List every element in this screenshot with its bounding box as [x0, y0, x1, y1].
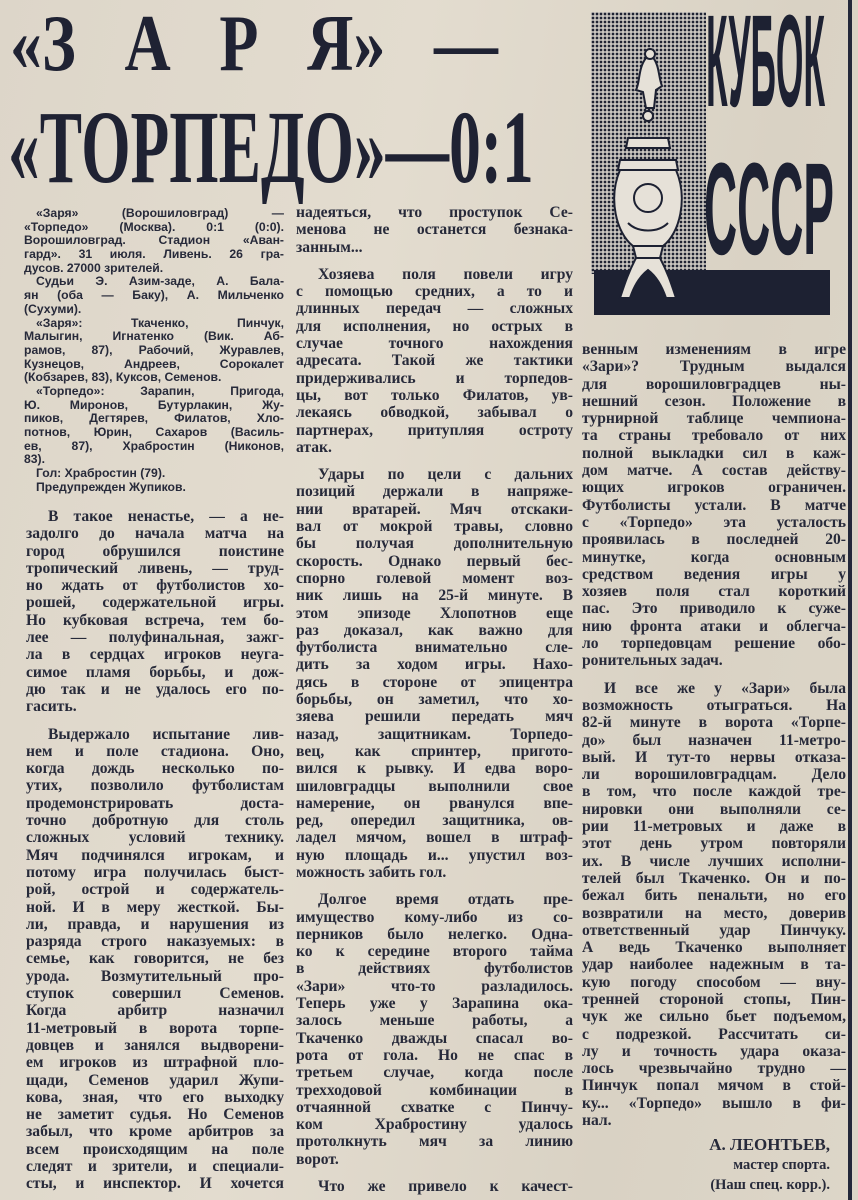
paragraph — [24, 467, 284, 481]
text-line: надеяться, что проступок Се- — [296, 204, 573, 221]
text-line: протолкнуть мяч за линию — [296, 1133, 573, 1151]
text-line: «Зари» что-то разладилось. — [296, 977, 573, 995]
text-line: третьем случае, когда после — [296, 1064, 573, 1082]
text-line: вал от мокрой травы, словно — [296, 518, 573, 536]
text-line: следят и зрители, и специали- — [26, 1157, 284, 1175]
text-line: намерение, он рванулся впе- — [296, 794, 573, 812]
text-line: телей был Ткаченко. Он и по- — [582, 869, 846, 887]
text-line: В такое ненастье, — а не- — [48, 508, 284, 525]
text-line: вился к рывку. И едва воро- — [296, 760, 573, 778]
text-line: случае точного нахождения — [296, 335, 573, 353]
text-line: ную площадь и... упустил воз- — [296, 846, 573, 864]
text-line: нешний сезон. Положение в — [582, 392, 846, 410]
text-line: ком Храбростину удалось — [296, 1116, 573, 1134]
column-rule — [848, 0, 852, 1200]
text-line: Малыгин, Игнатенко (Вик. Аб- — [24, 329, 284, 344]
text-line: шиловградцы выполнили свое — [296, 777, 573, 795]
text-line: ев, 87), Храбростин (Никонов, — [24, 438, 284, 453]
text-line: ронительных задач. — [582, 652, 723, 670]
paragraph — [26, 508, 284, 716]
text-line: турнирной таблице чемпиона- — [582, 410, 846, 428]
cup-trophy-icon — [598, 28, 698, 308]
text-line: проявилась в последней 20- — [582, 531, 846, 549]
text-line: всем происходящим на поле — [26, 1140, 284, 1158]
text-line: довцев и занялся выдворени- — [26, 1036, 284, 1054]
text-line: с помощью средних, а то и — [296, 283, 573, 301]
text-line: спорно голевой момент воз- — [296, 569, 573, 587]
text-line: Теперь уже у Зарапина ока- — [296, 995, 573, 1013]
text-line: ко к середине второго тайма — [296, 943, 573, 961]
text-line: раз доказал, как важно для — [296, 621, 573, 639]
text-line: рошей, содержательной игры. — [26, 594, 284, 612]
text-line: гасить. — [26, 698, 77, 716]
text-line: ли, правда, и нарушения из — [26, 915, 284, 933]
text-line: для ворошиловградцев ны- — [582, 375, 846, 393]
text-line: менова не останется безнака- — [296, 221, 573, 239]
text-line: адресата. Такой же тактики — [296, 352, 573, 370]
text-line: вый. И тут-то нервы отказа- — [582, 748, 846, 766]
text-line: скорость. Однако первый бес- — [296, 552, 573, 570]
text-line: сты, и инспектор. И хочется — [26, 1175, 284, 1193]
text-line: не заметит судья. Но Семенов — [26, 1106, 284, 1124]
text-line: Гол: Храбростин (79). — [36, 466, 166, 481]
text-line: дю так и не удалось его по- — [26, 680, 284, 698]
text-line: Долгое время отдать пре- — [318, 891, 573, 909]
text-line: разряда строго наказуемых: в — [26, 933, 284, 951]
text-line: Но кубковая встреча, тем бо- — [26, 611, 284, 629]
match-info-block — [24, 207, 284, 494]
text-line: этом эпизоде Хлопотнов еще — [296, 604, 573, 622]
text-line: ющих игроков ограничен. — [582, 479, 846, 497]
correspondent-note: (Наш спец. корр.). — [710, 1177, 830, 1193]
text-line: ку... «Торпедо» вышло в фи- — [582, 1094, 846, 1112]
text-line: «Торпедо» (Москва). 0:1 (0:0). — [24, 219, 284, 234]
text-line: с подрезкой. Рассчитать си- — [582, 1025, 846, 1043]
text-line: этот день утром повторяли — [582, 835, 846, 853]
paragraph — [296, 204, 573, 256]
text-line: ли ворошиловградцам. Дело — [582, 766, 846, 784]
text-line: лекаясь обводкой, забывал о — [296, 404, 573, 422]
text-line: ян (оба — Баку), А. Мильченко — [24, 288, 284, 303]
text-line: тропический ливень, — труд- — [26, 559, 284, 577]
text-line: Ворошиловград. Стадион «Аван- — [24, 233, 284, 248]
text-line: их. В числе лучших исполни- — [582, 852, 846, 870]
text-line: город обрушился поистине — [26, 542, 284, 560]
text-line: ло торпедовцам решение обо- — [582, 635, 846, 653]
text-line: придерживались и торпедов- — [296, 369, 573, 387]
text-line: назад, защитникам. Торпедо- — [296, 725, 573, 743]
text-line: дом матче. А состав действу- — [582, 462, 846, 480]
paragraph — [26, 726, 284, 1193]
text-line: ответственный удар Пинчуку. — [582, 921, 846, 939]
text-line: Предупрежден Жупиков. — [36, 479, 186, 494]
author-name: А. ЛЕОНТЬЕВ, — [709, 1135, 830, 1154]
article-column-2 — [296, 204, 573, 1195]
text-line: лось чрезвычайно трудно — — [582, 1060, 846, 1078]
text-line: лее — полуфинальная, зажг- — [26, 629, 284, 647]
text-line: 11-метровый в ворота торпе- — [26, 1019, 284, 1037]
text-line: пас. Это приводило к суже- — [582, 600, 846, 618]
text-line: имущество кому-либо из со- — [296, 908, 573, 926]
text-line: возможность отыграться. На — [582, 696, 846, 714]
text-line: венным изменениям в игре — [582, 341, 846, 358]
text-line: кова, зная, что его выходку — [26, 1088, 284, 1106]
text-line: Пинчук попал мячом в стой- — [582, 1077, 846, 1095]
paragraph — [24, 275, 284, 316]
text-line: ладел мячом, вошел в штраф- — [296, 829, 573, 847]
text-line: урода. Возмутительный про- — [26, 967, 284, 985]
text-line: вец, как спринтер, пригото- — [296, 742, 573, 760]
text-line: рой, острой и содержатель- — [26, 881, 284, 899]
text-line: нем и поле стадиона. Оно, — [26, 742, 284, 760]
text-line: кую погоду способом — вну- — [582, 973, 846, 991]
text-line: футболиста внимательно сле- — [296, 639, 573, 657]
article-column-3 — [582, 341, 846, 1129]
headline-line-1: «З А Р Я» — — [10, 0, 498, 88]
text-line: 83). — [24, 452, 46, 467]
text-line: Футболисты устали. В матче — [582, 496, 846, 514]
text-line: щади, Семенов ударил Жупи- — [26, 1071, 284, 1089]
text-line: рии 11-метровых и даже в — [582, 818, 846, 836]
text-line: «Заря»: Ткаченко, Пинчук, — [36, 315, 284, 330]
text-line: в том, что после каждой тре- — [582, 783, 846, 801]
text-line: ворот. — [296, 1150, 339, 1168]
text-line: «Заря» (Ворошиловград) — — [36, 206, 284, 220]
text-line: сложных условий технику. — [26, 829, 284, 847]
text-line: минутке, когда основным — [582, 548, 846, 566]
text-line: тренней стороной стопы, Пин- — [582, 990, 846, 1008]
text-line: забыл, что кроме арбитров за — [26, 1123, 284, 1141]
text-line: 82-й минуте в ворота «Торпе- — [582, 714, 846, 732]
text-line: «Торпедо»: Зарапин, Пригода, — [36, 383, 284, 398]
text-line: дить за ходом игры. Нахо- — [296, 656, 573, 674]
logo-word-kubok: КУБОК — [706, 0, 825, 134]
text-line: ред, опередил защитника, ов- — [296, 812, 573, 830]
text-line: нал. — [582, 1112, 612, 1130]
text-line: отчаянной схватке с Пинчу- — [296, 1098, 573, 1116]
text-line: гард». 31 июля. Ливень. 26 гра- — [24, 247, 284, 262]
text-line: симое пламя борьбы, и дож- — [26, 663, 284, 681]
text-line: занным... — [296, 238, 363, 256]
logo-word-sssr: СССР — [704, 135, 834, 282]
text-line: пиков, Дегтярев, Филатов, Хло- — [24, 411, 284, 426]
text-line: Удары по цели с дальних — [318, 466, 573, 484]
text-line: перников было нелегко. Одна- — [296, 925, 573, 943]
text-line: потнов, Юрин, Сахаров (Василь- — [24, 425, 284, 439]
text-line: ступок совершил Семенов. — [26, 985, 284, 1003]
text-line: в действиях футболистов — [296, 960, 573, 978]
text-line: атак. — [296, 438, 332, 456]
paragraph — [582, 341, 846, 670]
text-line: Судьи Э. Азим-заде, А. Бала- — [36, 274, 284, 289]
text-line: позиций держали в напряже- — [296, 483, 573, 501]
text-line: точно добротную для столь — [26, 812, 284, 830]
text-line: бежал бить пенальти, но его — [582, 887, 846, 905]
text-line: удар наиболее надежным в та- — [582, 956, 846, 974]
text-line: до» был назначен 11-метро- — [582, 731, 846, 749]
text-line: партнерах, притупляя остроту — [296, 421, 573, 439]
paragraph — [582, 680, 846, 1130]
text-line: семье, как говорится, не без — [26, 950, 284, 968]
text-line: чук же сильно бьет подъемом, — [582, 1008, 846, 1026]
text-line: Хозяева поля повели игру — [318, 265, 573, 283]
text-line: бы получая дополнительную — [296, 535, 573, 553]
text-line: цы, вот только Филатов, ув- — [296, 386, 573, 404]
paragraph — [24, 317, 284, 385]
text-line: ла в сердцах игроков неуга- — [26, 646, 284, 664]
text-line: полной выкладки сил в каж- — [582, 444, 846, 462]
text-line: рамов, 87), Рабочий, Журавлев, — [24, 342, 284, 357]
text-line: дясь в стороне от эпицентра — [296, 673, 573, 691]
text-line: ной. И в меру жесткой. Бы- — [26, 898, 284, 916]
text-line: нию фронта атаки и облегча- — [582, 617, 846, 635]
text-line: возвратили на место, доверив — [582, 904, 846, 922]
text-line: нировки они выполняли се- — [582, 800, 846, 818]
text-line: хозяев поля стал короткий — [582, 583, 846, 601]
text-line: зяева решили передать мяч — [296, 708, 573, 726]
author-title: мастер спорта. — [733, 1157, 830, 1173]
text-line: Что же привело к качест- — [318, 1178, 573, 1196]
paragraph — [24, 385, 284, 467]
text-line: Ткаченко дважды спасал во- — [296, 1029, 573, 1047]
text-line: рота от гола. Но не спас в — [296, 1046, 573, 1064]
text-line: когда дождь несколько по- — [26, 760, 284, 778]
text-line: Мяч подчинялся игрокам, и — [26, 846, 284, 864]
byline — [709, 1135, 830, 1195]
headline-line-2: «ТОРПЕДО»—0:1 — [8, 90, 534, 205]
text-line: ник лишь на 25-й минуте. В — [296, 587, 573, 605]
text-line: Когда арбитр назначил — [26, 1002, 284, 1020]
text-line: И все же у «Зари» была — [604, 679, 846, 697]
text-line: «Зари»? Трудным выдался — [582, 358, 846, 376]
text-line: средством ведения игры у — [582, 565, 846, 583]
text-line: нии вратарей. Мяч отскаки- — [296, 500, 573, 518]
text-line: продемонстрировать доста- — [26, 794, 284, 812]
text-line: утих, позволило футболистам — [26, 777, 284, 795]
text-line: дусов. 27000 зрителей. — [24, 260, 164, 275]
text-line: для исполнения, но острых в — [296, 317, 573, 335]
text-line: Выдержало испытание лив- — [48, 725, 284, 743]
paragraph — [296, 891, 573, 1168]
paragraph — [24, 207, 284, 275]
text-line: трехходовой комбинации в — [296, 1081, 573, 1099]
text-line: борьбы, он заметил, что хо- — [296, 691, 573, 709]
text-line: Кузнецов, Андреев, Сорокалет — [24, 356, 284, 371]
article-column-1 — [26, 508, 284, 1193]
paragraph — [296, 266, 573, 456]
text-line: А ведь Ткаченко выполняет — [582, 939, 846, 957]
paragraph — [296, 466, 573, 881]
paragraph — [24, 481, 284, 495]
paragraph — [296, 1178, 573, 1195]
text-line: длинных передач — сложных — [296, 300, 573, 318]
text-line: можность забить гол. — [296, 863, 447, 881]
text-line: задолго до начала матча на — [26, 525, 284, 543]
text-line: та страны требовало от них — [582, 427, 846, 445]
text-line: потому игра получилась быст- — [26, 863, 284, 881]
text-line: залось меньше работы, а — [296, 1012, 573, 1030]
text-line: ем игроков из штрафной пло- — [26, 1054, 284, 1072]
text-line: (Сухуми). — [24, 301, 82, 316]
text-line: (Кобзарев, 83), Куксов, Семенов. — [24, 370, 222, 385]
text-line: с «Торпедо» эта усталость — [582, 513, 846, 531]
text-line: лу и точность удара оказа- — [582, 1042, 846, 1060]
cup-logo — [588, 0, 844, 314]
text-line: Ю. Миронов, Бутурлакин, Жу- — [24, 397, 284, 412]
text-line: но ждать от футболистов хо- — [26, 577, 284, 595]
